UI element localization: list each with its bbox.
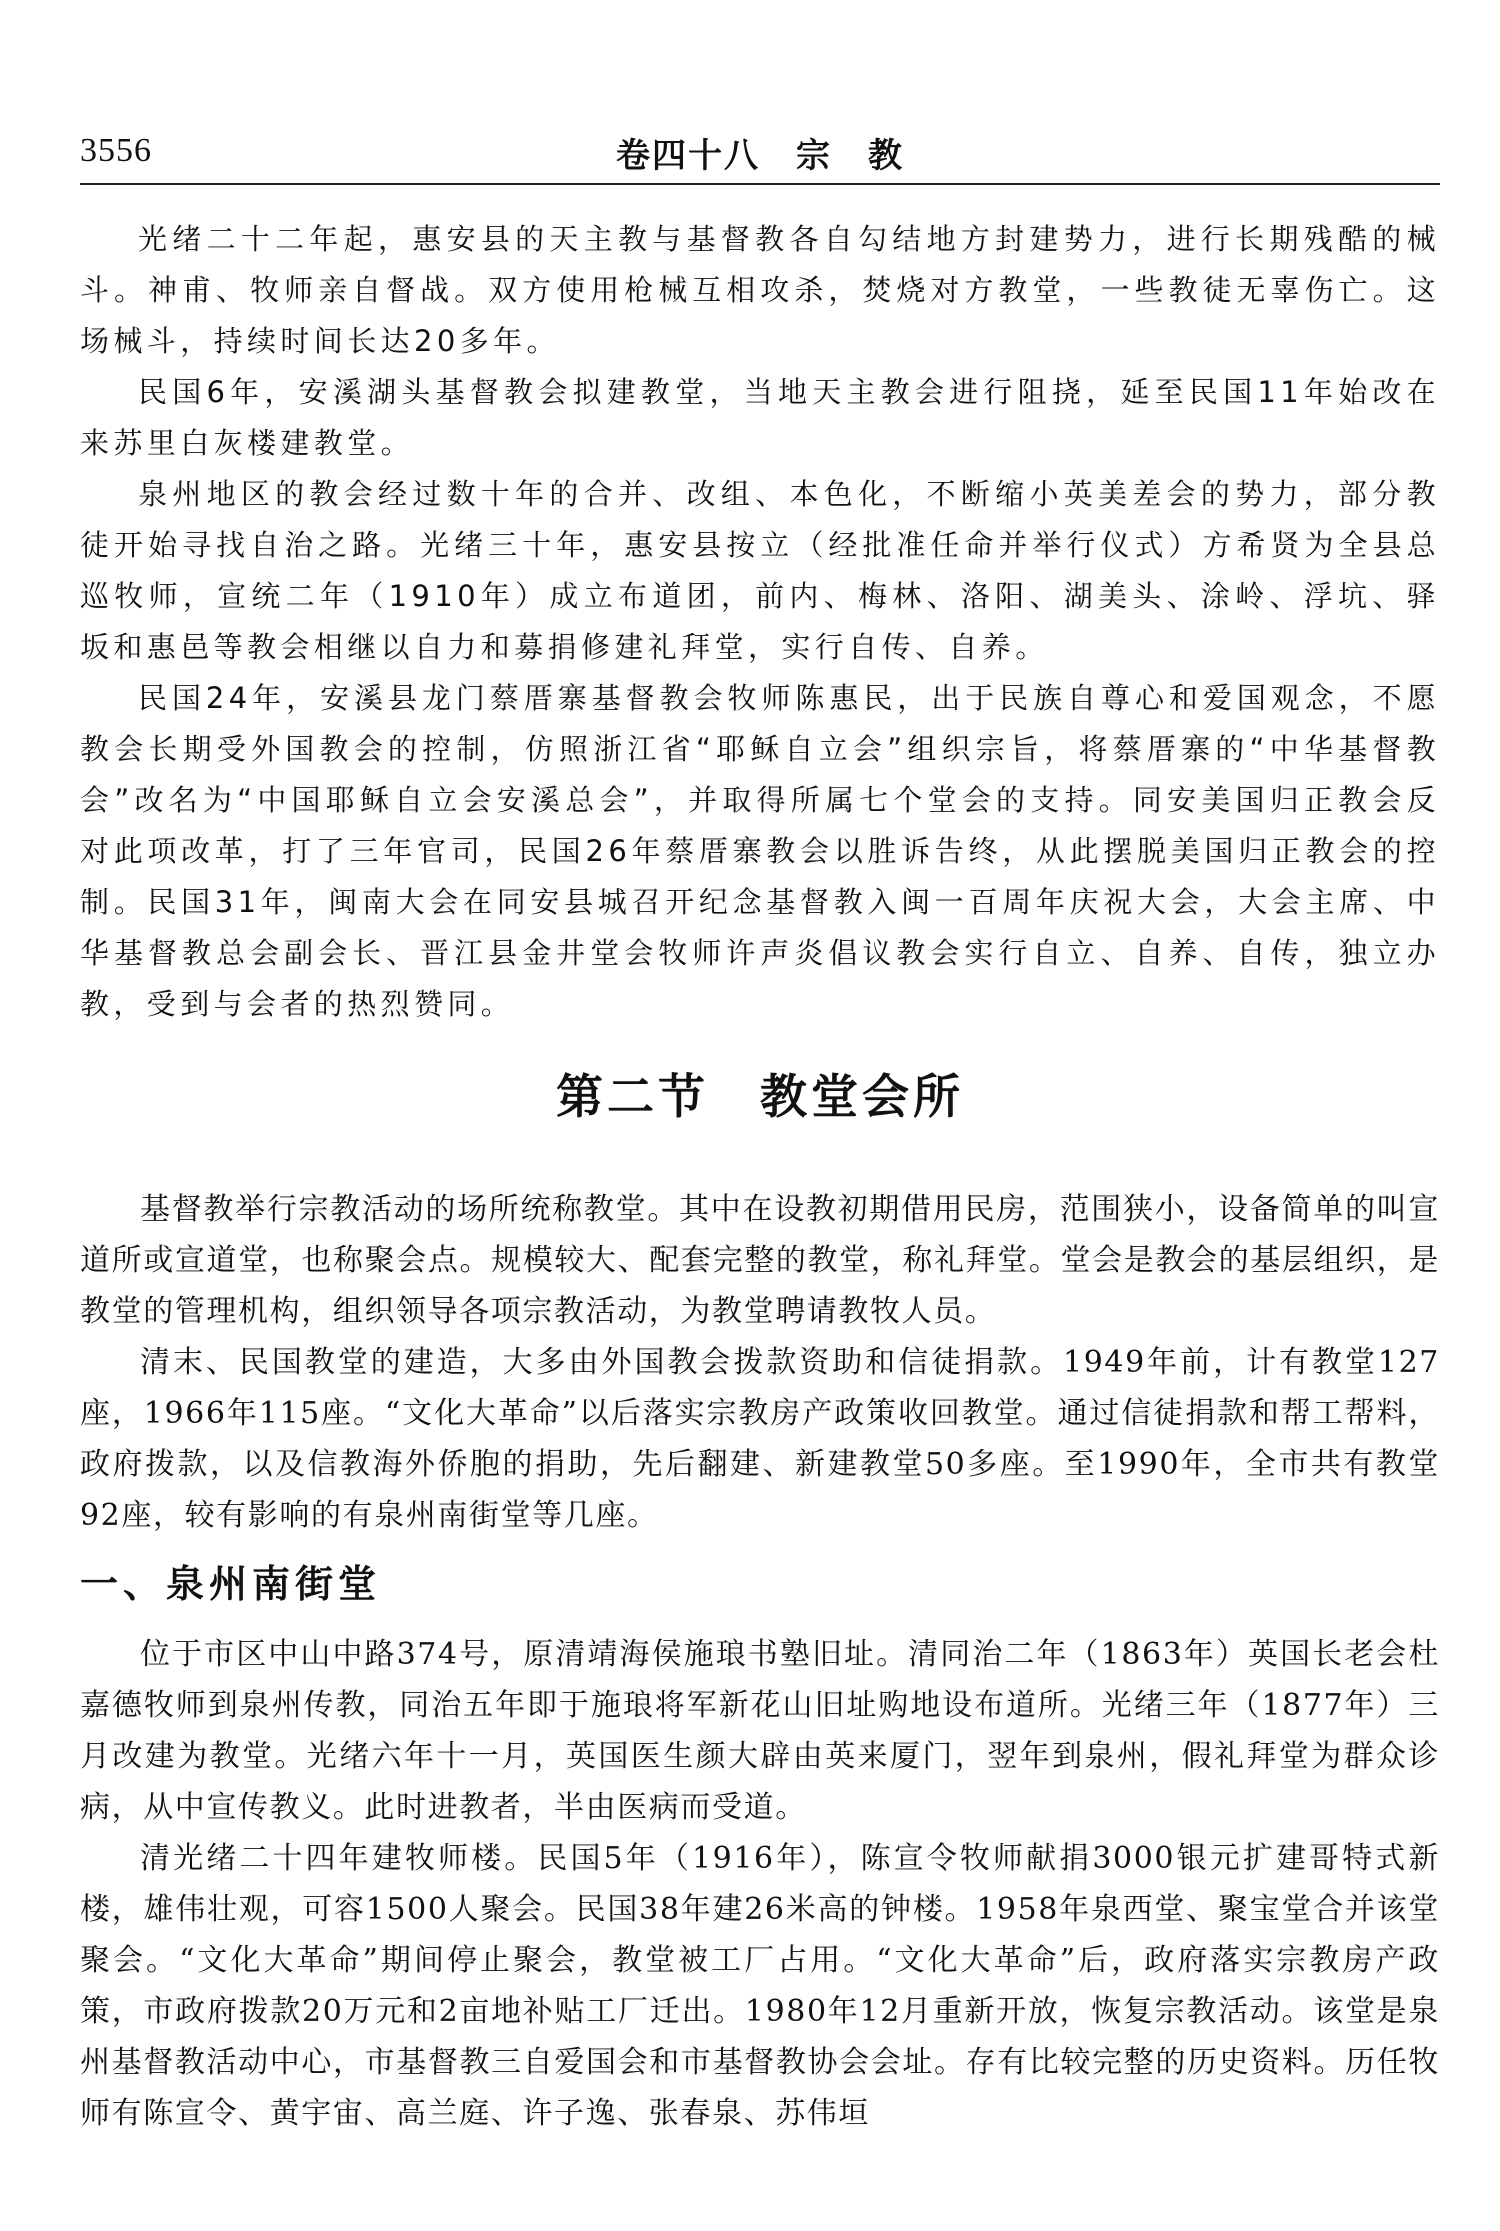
paragraph: 基督教举行宗教活动的场所统称教堂。其中在设教初期借用民房，范围狭小，设备简单的叫宣道所或宣道堂，也称聚会点。规模较大、配套完整的教堂，称礼拜堂。堂会是教会的基层组织，是教堂的管理机构，组织领导各项宗教活动，为教堂聘请教牧人员。 [80, 1192, 1440, 1329]
body-section-continued [80, 214, 1440, 1030]
paragraph: 清光绪二十四年建牧师楼。民国5年（1916年），陈宣令牧师献捐3000银元扩建哥特式新楼，雄伟壮观，可容1500人聚会。民国38年建26米高的钟楼。1958年泉西堂、聚宝堂合并该堂聚会。“文化大革命”期间停止聚会，教堂被工厂占用。“文化大革命”后，政府落实宗教房产政策，市政府拨款20万元和2亩地补贴工厂迁出。1980年12月重新开放，恢复宗教活动。该堂是泉州基督教活动中心，市基督教三自爱国会和市基督教协会会址。存有比较完整的历史资料。历任牧师有陈宣令、黄宇宙、高兰庭、许子逸、张春泉、苏伟垣 [80, 1841, 1440, 2131]
body-section-nanjie-church [80, 1629, 1440, 2139]
section-heading: 第二节 教堂会所 [556, 1070, 964, 1125]
subsection-heading: 一、泉州南街堂 [80, 1562, 382, 1606]
document-page [80, 0, 1440, 2231]
running-header [80, 128, 1440, 178]
paragraph: 清末、民国教堂的建造，大多由外国教会拨款资助和信徒捐款。1949年前，计有教堂127座，1966年115座。“文化大革命”以后落实宗教房产政策收回教堂。通过信徒捐款和帮工帮料，政府拨款，以及信教海外侨胞的捐助，先后翻建、新建教堂50多座。至1990年，全市共有教堂92座，较有影响的有泉州南街堂等几座。 [80, 1345, 1440, 1533]
paragraph: 泉州地区的教会经过数十年的合并、改组、本色化，不断缩小英美差会的势力，部分教徒开始寻找自治之路。光绪三十年，惠安县按立（经批准任命并举行仪式）方希贤为全县总巡牧师，宣统二年（1910年）成立布道团，前内、梅林、洛阳、湖美头、涂岭、浮坑、驿坂和惠邑等教会相继以自力和募捐修建礼拜堂，实行自传、自养。 [80, 477, 1440, 664]
header-title: 卷四十八 宗 教 [616, 136, 904, 176]
page-content [80, 214, 1440, 2139]
paragraph: 民国6年，安溪湖头基督教会拟建教堂，当地天主教会进行阻挠，延至民国11年始改在来苏里白灰楼建教堂。 [80, 375, 1440, 460]
paragraph: 光绪二十二年起，惠安县的天主教与基督教各自勾结地方封建势力，进行长期残酷的械斗。神甫、牧师亲自督战。双方使用枪械互相攻杀，焚烧对方教堂，一些教徒无辜伤亡。这场械斗，持续时间长达20多年。 [80, 222, 1440, 358]
paragraph: 位于市区中山中路374号，原清靖海侯施琅书塾旧址。清同治二年（1863年）英国长老会杜嘉德牧师到泉州传教，同治五年即于施琅将军新花山旧址购地设布道所。光绪三年（1877年）三月改建为教堂。光绪六年十一月，英国医生颜大辟由英来厦门，翌年到泉州，假礼拜堂为群众诊病，从中宣传教义。此时进教者，半由医病而受道。 [80, 1637, 1440, 1825]
body-section-intro [80, 1184, 1440, 1541]
page-number: 3556 [80, 132, 152, 169]
header-rule [80, 183, 1440, 185]
paragraph: 民国24年，安溪县龙门蔡厝寨基督教会牧师陈惠民，出于民族自尊心和爱国观念，不愿教会长期受外国教会的控制，仿照浙江省“耶稣自立会”组织宗旨，将蔡厝寨的“中华基督教会”改名为“中国耶稣自立会安溪总会”，并取得所属七个堂会的支持。同安美国归正教会反对此项改革，打了三年官司，民国26年蔡厝寨教会以胜诉告终，从此摆脱美国归正教会的控制。民国31年，闽南大会在同安县城召开纪念基督教入闽一百周年庆祝大会，大会主席、中华基督教总会副会长、晋江县金井堂会牧师许声炎倡议教会实行自立、自养、自传，独立办教，受到与会者的热烈赞同。 [80, 681, 1440, 1021]
